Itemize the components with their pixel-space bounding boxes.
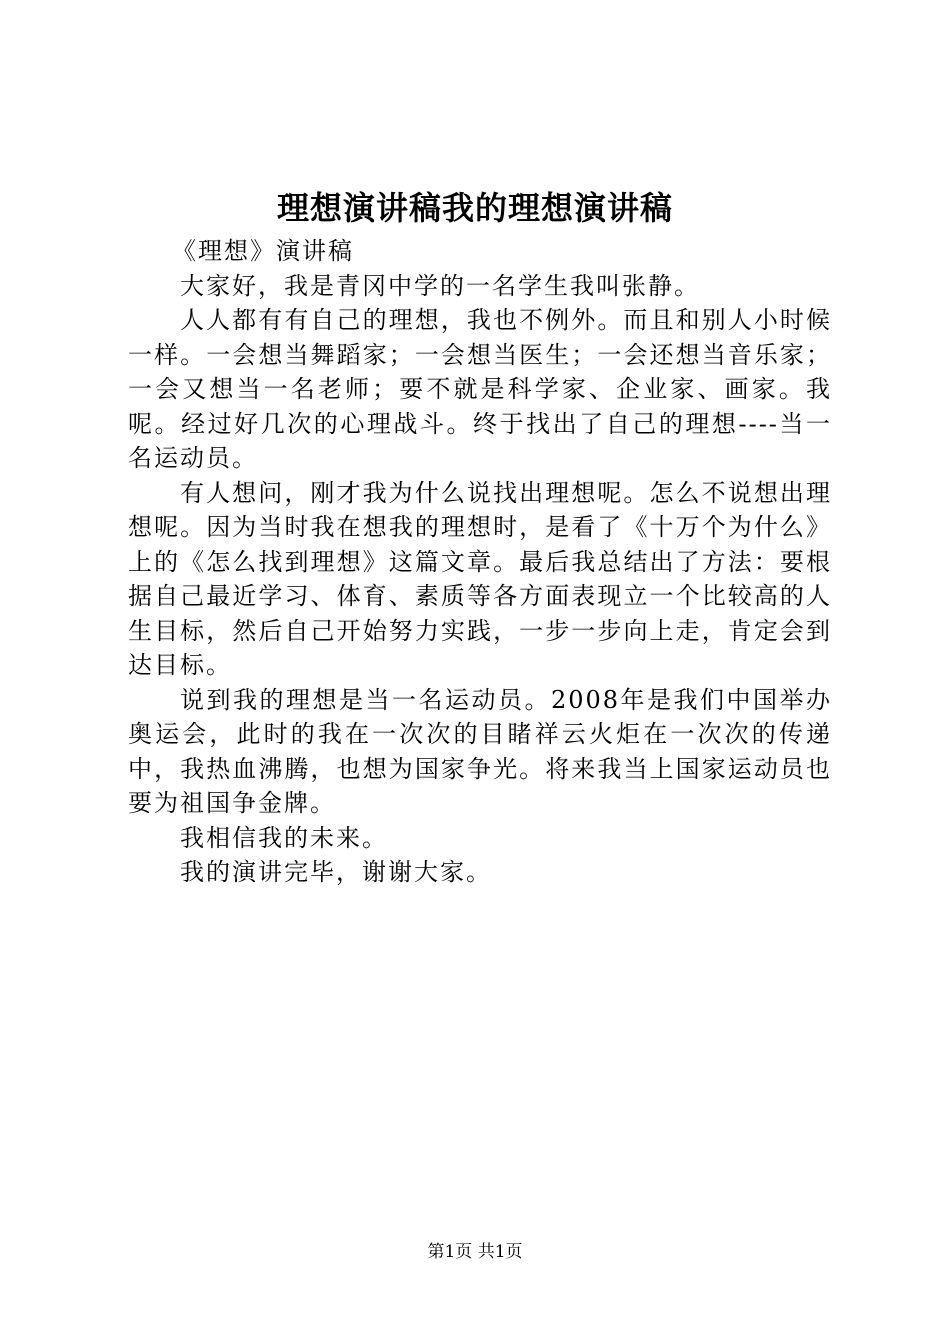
paragraph-olympics: 说到我的理想是当一名运动员。2008年是我们中国举办奥运会，此时的我在一次次的目睹祥云火炬在一次次的传递中，我热血沸腾，也想为国家争光。将来我当上国家运动员也要为祖国争金牌。 — [128, 685, 832, 817]
paragraph-dreams: 人人都有有自己的理想，我也不例外。而且和别人小时候一样。一会想当舞蹈家；一会想当医生；一会还想当音乐家；一会又想当一名老师；要不就是科学家、企业家、画家。我呢。经过好几次的心理战斗。终于找出了自己的理想----当一名运动员。 — [128, 306, 832, 472]
paragraph-finding-ideal: 有人想问，刚才我为什么说找出理想呢。怎么不说想出理想呢。因为当时我在想我的理想时，是看了《十万个为什么》上的《怎么找到理想》这篇文章。最后我总结出了方法：要根据自己最近学习、体育、素质等各方面表现立一个比较高的人生目标，然后自己开始努力实践，一步一步向上走，肯定会到达目标。 — [128, 478, 832, 679]
document-title: 理想演讲稿我的理想演讲稿 — [276, 189, 673, 227]
paragraph-belief: 我相信我的未来。 — [180, 823, 388, 852]
document-body — [128, 234, 832, 890]
paragraph-closing: 我的演讲完毕，谢谢大家。 — [180, 858, 492, 886]
page-number-footer: 第1页 共1页 — [427, 1242, 523, 1262]
paragraph-greeting: 大家好，我是青冈中学的一名学生我叫张静。 — [180, 271, 700, 300]
speech-subtitle: 《理想》演讲稿 — [172, 237, 354, 265]
